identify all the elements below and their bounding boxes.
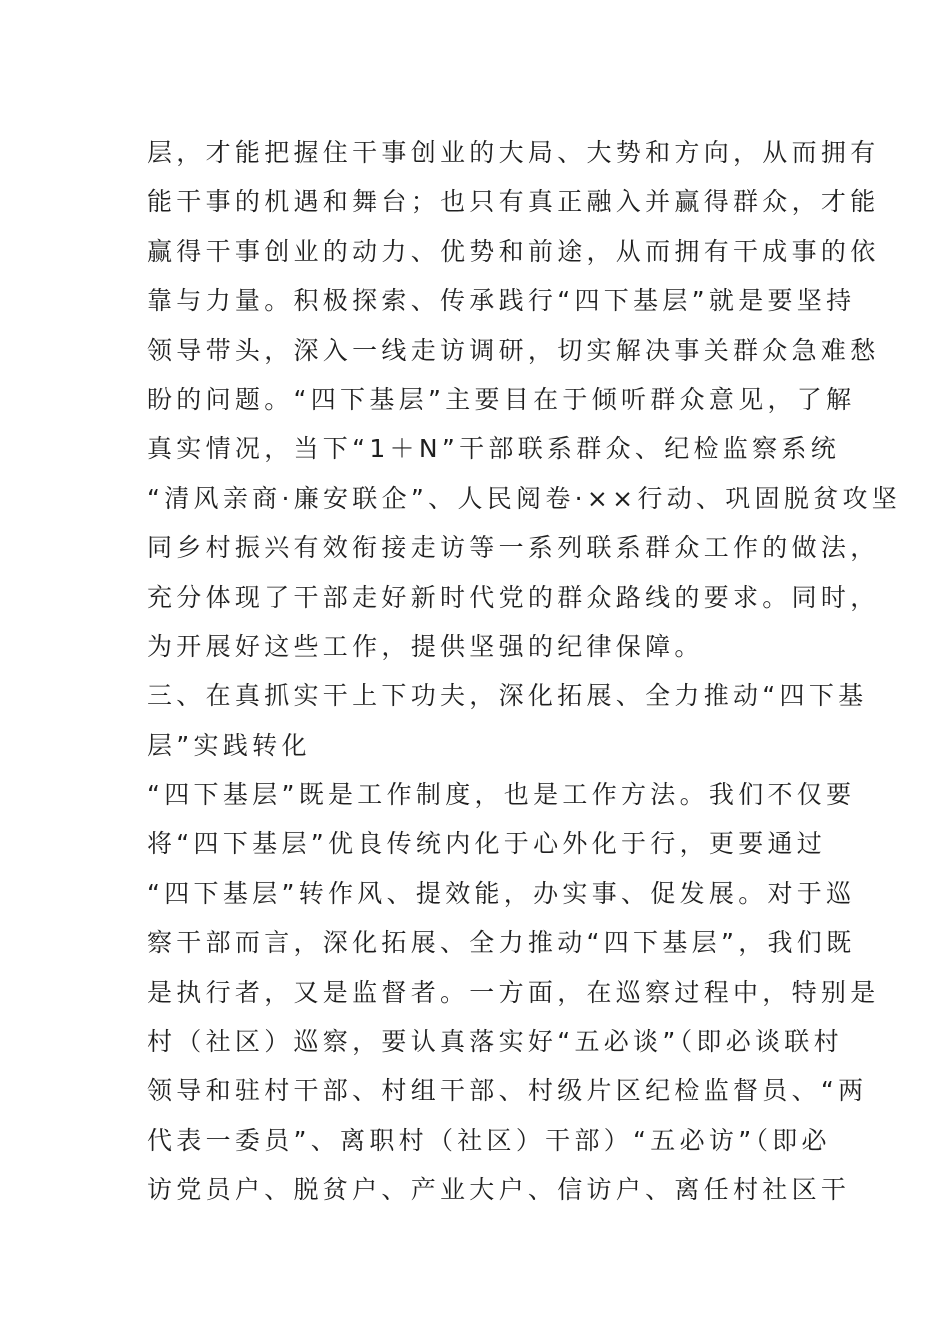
text-line: 真实情况，当下“1＋N”干部联系群众、纪检监察系统 [147,434,841,464]
text-line: “四下基层”既是工作制度，也是工作方法。我们不仅要 [147,780,856,810]
text-line: 察干部而言，深化拓展、全力推动“四下基层”，我们既 [147,928,856,958]
text-line: 能干事的机遇和舞台；也只有真正融入并赢得群众，才能 [147,187,880,217]
body-text [147,128,902,1215]
section-heading-line: 三、在真抓实干上下功夫，深化拓展、全力推动“四下基 [147,681,868,711]
text-line: 代表一委员”、离职村（社区）干部）“五必访”（即必 [147,1125,831,1155]
text-line: 为开展好这些工作，提供坚强的纪律保障。 [147,631,704,661]
text-line: 层，才能把握住干事创业的大局、大势和方向，从而拥有 [147,138,880,167]
text-line: 盼的问题。“四下基层”主要目在于倾听群众意见，了解 [147,384,856,414]
text-line: 同乡村振兴有效衔接走访等一系列联系群众工作的做法， [147,533,880,563]
text-line: 充分体现了干部走好新时代党的群众路线的要求。同时， [147,582,880,612]
text-line: 赢得干事创业的动力、优势和前途，从而拥有干成事的依 [147,236,880,266]
text-line: 访党员户、脱贫户、产业大户、信访户、离任村社区干 [147,1175,851,1205]
text-line: “清风亲商·廉安联企”、人民阅卷·××行动、巩固脱贫攻坚 [147,483,902,513]
text-line: 将“四下基层”优良传统内化于心外化于行，更要通过 [147,829,827,859]
text-line: “四下基层”转作风、提效能，办实事、促发展。对于巡 [147,878,856,908]
text-line: 是执行者，又是监督者。一方面，在巡察过程中，特别是 [147,977,880,1007]
text-line: 靠与力量。积极探索、传承践行“四下基层”就是要坚持 [147,286,856,316]
text-line: 领导和驻村干部、村组干部、村级片区纪检监督员、“两 [147,1076,868,1106]
text-line: 村（社区）巡察，要认真落实好“五必谈”（即必谈联村 [147,1027,843,1057]
section-heading-line: 层”实践转化 [147,730,311,760]
text-line: 领导带头，深入一线走访调研，切实解决事关群众急难愁 [147,335,880,365]
